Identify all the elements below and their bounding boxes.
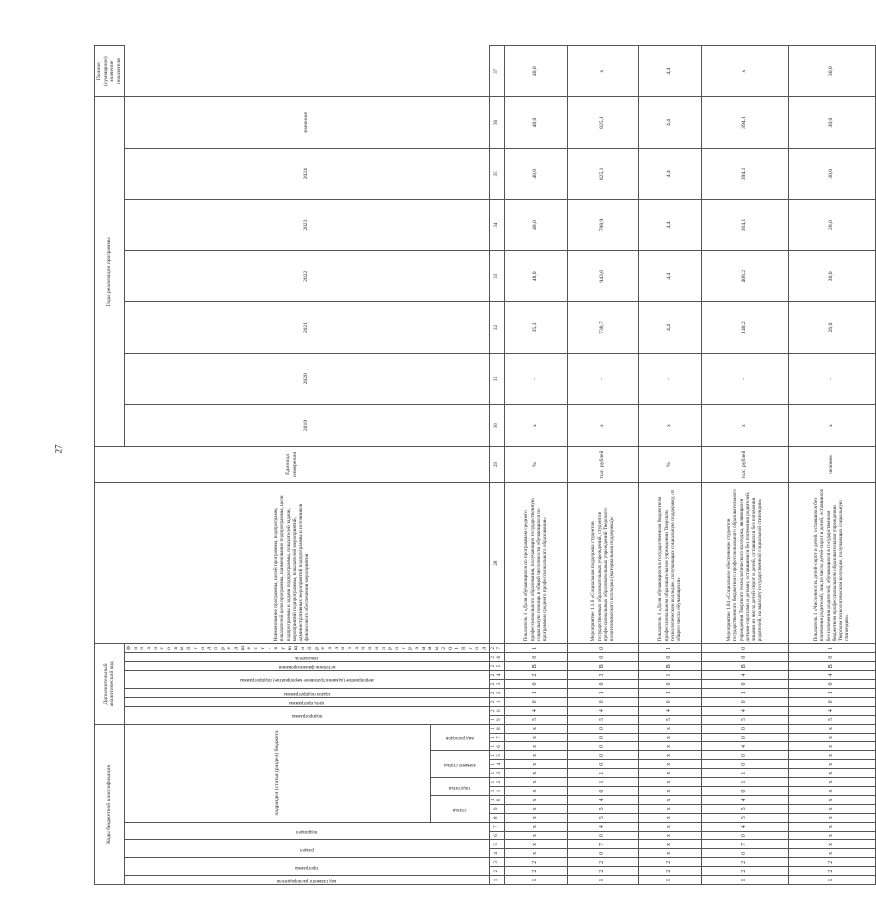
row-name: Показатель 1 «Численность детей-сирот и детей, оставшихся без попечения родителей, лиц из числа детей-сирот и детей, оставшихся без попечения родителей, обучающихся в государственном бюджетном профессиональном образовательном учреждении Тверском технологическом колледже, получающих социальную стипендию»	[788, 482, 875, 644]
code-cell: 0	[788, 697, 875, 706]
code-cell: 1	[638, 644, 701, 653]
code-cell: 1	[567, 688, 638, 697]
code-cell: x	[788, 778, 875, 787]
code-cell: 1	[638, 688, 701, 697]
code-cell: 0	[788, 653, 875, 662]
column-number: 28	[489, 482, 504, 644]
row-unit: человек	[788, 447, 875, 483]
code-cell: x	[638, 724, 701, 733]
code-cell: x	[788, 849, 875, 858]
row-unit: %	[638, 447, 701, 483]
code-cell: В	[567, 662, 638, 671]
code-cell: 4	[701, 795, 788, 804]
header-vert-10	[430, 795, 489, 822]
column-number: 5	[489, 840, 504, 849]
row-value: 788,9	[567, 199, 638, 250]
column-number: 27	[489, 644, 504, 653]
code-cell: 4	[567, 822, 638, 831]
code-cell: 7	[701, 840, 788, 849]
code-cell: 7	[567, 840, 638, 849]
code-cell: 4	[701, 671, 788, 680]
header-vert-2-label: раздел	[299, 846, 314, 852]
header-vert-5-label: цель программы	[289, 699, 325, 705]
header-vert-7	[124, 671, 489, 689]
table-row	[504, 46, 567, 885]
row-name: Мероприятие 1.1.б «Социальная поддержка студентов государственных образовательных учреждений, студентов профессиональных образовательных учреждений Тверского политехнического колледжа (материальная поддержка)»	[567, 482, 638, 644]
code-cell: 0	[567, 679, 638, 688]
row-value: -	[701, 353, 788, 404]
code-cell: 0	[504, 697, 567, 706]
program-table-sheet	[94, 45, 851, 885]
table-row	[638, 46, 701, 885]
code-cell: 5	[788, 715, 875, 724]
code-cell: 0	[567, 760, 638, 769]
row-value: 164,1	[701, 199, 788, 250]
code-cell: 3	[567, 671, 638, 680]
header-vert-9-label: показатель	[295, 655, 319, 661]
column-number: 24	[489, 671, 504, 680]
code-cell: 4	[788, 671, 875, 680]
code-cell: 5	[701, 715, 788, 724]
row-value: 48,0	[504, 97, 567, 148]
column-number: 19	[489, 715, 504, 724]
column-number: 1	[489, 876, 504, 885]
column-number: 6	[489, 831, 504, 840]
header-vert-12	[430, 751, 489, 778]
column-number: 23	[489, 679, 504, 688]
code-cell: 2	[701, 867, 788, 876]
code-cell: 2	[638, 858, 701, 867]
code-cell: x	[788, 724, 875, 733]
code-cell: 0	[567, 742, 638, 751]
code-cell: 0	[701, 733, 788, 742]
code-cell: 2	[504, 858, 567, 867]
row-unit: %	[504, 447, 567, 483]
code-cell: 1	[701, 876, 788, 885]
header-budget-group: подраздел (статья (раздел) бюджета	[124, 724, 430, 822]
header-years-group: Годы реализации программы	[95, 97, 125, 447]
row-value: -	[504, 353, 567, 404]
row-unit: тыс. рублей	[567, 447, 638, 483]
code-cell: 1	[567, 778, 638, 787]
row-value: 48,0	[504, 199, 567, 250]
code-cell: 1	[701, 688, 788, 697]
row-value: 394,1	[701, 148, 788, 199]
code-cell: 0	[701, 751, 788, 760]
row-value: 4,4	[638, 97, 701, 148]
column-number: 18	[489, 724, 504, 733]
code-cell: 4	[788, 706, 875, 715]
row-value: 48,0	[504, 148, 567, 199]
code-cell: x	[788, 751, 875, 760]
code-cell: x	[504, 751, 567, 760]
column-number: 21	[489, 697, 504, 706]
code-cell: 5	[504, 715, 567, 724]
header-total: Полное (суммарное) значение показателя	[95, 46, 125, 97]
column-number: 31	[489, 353, 504, 404]
code-cell: В	[638, 662, 701, 671]
header-vert-13-label: вид расходов	[445, 735, 474, 741]
row-value: 825,1	[567, 148, 638, 199]
code-cell: 0	[638, 679, 701, 688]
header-program-name: Наименование программы, целей программы, подпрограмм, показателей цели программы, наименование подпрограммы, цели подпрограммы и задачи подпрограммы, показателей задачи, мероприятий подпрограммы, показателей мероприятий, административных мероприятий подпрограммы и источников финансового обеспечения мероприятия	[95, 482, 490, 644]
code-cell: x	[638, 831, 701, 840]
column-number: 8	[489, 813, 504, 822]
code-cell: 0	[788, 679, 875, 688]
column-number: 7	[489, 822, 504, 831]
code-cell: 0	[567, 787, 638, 796]
column-number: 20	[489, 706, 504, 715]
header-vert-6	[124, 688, 489, 697]
code-cell: x	[504, 804, 567, 813]
code-cell: 2	[567, 867, 638, 876]
code-cell: 4	[567, 706, 638, 715]
header-vert-5	[124, 697, 489, 706]
header-row-1	[95, 46, 125, 885]
column-number: 22	[489, 688, 504, 697]
row-value: 4,4	[638, 302, 701, 353]
code-cell: x	[504, 760, 567, 769]
code-cell: 4	[701, 822, 788, 831]
code-cell: 5	[567, 804, 638, 813]
code-cell: 0	[701, 849, 788, 858]
row-name: Показатель 1 «Доля обучающихся в государственном бюджетном профессиональном образовательном учреждении Тверском технологическом колледже, получающих социальную поддержку, от общего числа обучающихся»	[638, 482, 701, 644]
code-cell: 0	[701, 644, 788, 653]
code-cell: 0	[567, 724, 638, 733]
row-total: x	[567, 46, 638, 97]
code-cell: x	[638, 787, 701, 796]
code-cell: 1	[788, 688, 875, 697]
code-cell: x	[788, 760, 875, 769]
code-cell: 1	[504, 876, 567, 885]
row-total: 48,0	[504, 46, 567, 97]
code-cell: 5	[567, 715, 638, 724]
column-number: 35	[489, 148, 504, 199]
header-unit: Единица измерения	[95, 447, 490, 483]
code-cell: 0	[567, 831, 638, 840]
code-cell: x	[504, 822, 567, 831]
code-cell: 1	[567, 876, 638, 885]
code-cell: x	[638, 751, 701, 760]
code-cell: x	[504, 724, 567, 733]
row-name: Мероприятие 1.04 «Социальное обеспечение студентов государственного бюджетного профессионального образовательного учреждения Тверского технологического колледжа, являющихся детьми-сиротами и детьми, оставшимися без попечения родителей, лицами из числа детей-сирот и детей, оставшихся без попечения родителей, на выплату государственной социальной стипендии»	[701, 482, 788, 644]
column-number: 12	[489, 778, 504, 787]
column-number: 9	[489, 804, 504, 813]
row-value: 4,4	[638, 199, 701, 250]
header-year-2022: 2022	[124, 251, 489, 302]
header-vert-13	[430, 724, 489, 751]
code-cell: x	[504, 813, 567, 822]
code-cell: x	[638, 760, 701, 769]
row-base-year: x	[701, 404, 788, 446]
row-value: 408,2	[701, 251, 788, 302]
header-vert-4	[124, 706, 489, 724]
code-cell: 5	[638, 715, 701, 724]
code-cell: x	[788, 795, 875, 804]
code-cell: 1	[701, 778, 788, 787]
code-cell: 2	[567, 858, 638, 867]
code-cell: 0	[638, 653, 701, 662]
code-cell: 0	[567, 697, 638, 706]
column-number: 37	[489, 46, 504, 97]
header-budget-codes: Коды бюджетной классификации	[95, 724, 125, 884]
code-cell: В	[701, 662, 788, 671]
column-number: 3	[489, 858, 504, 867]
code-cell: x	[504, 831, 567, 840]
code-cell: x	[788, 804, 875, 813]
code-cell: x	[788, 769, 875, 778]
column-number: 14	[489, 760, 504, 769]
code-cell: 0	[567, 751, 638, 760]
column-number: 29	[489, 447, 504, 483]
code-cell: 4	[701, 742, 788, 751]
header-vert-10-label: статья	[453, 806, 467, 812]
code-cell: 4	[638, 706, 701, 715]
header-vert-3-label: подраздел	[296, 829, 318, 835]
code-cell: x	[638, 849, 701, 858]
header-vert-12-label: элемент статьи	[443, 762, 476, 768]
code-cell: x	[638, 840, 701, 849]
code-cell: 1	[638, 671, 701, 680]
header-analytic-code: Дополнительный аналитический код	[95, 644, 125, 724]
header-vert-1	[124, 858, 489, 876]
column-number: 17	[489, 733, 504, 742]
code-cell: x	[504, 733, 567, 742]
row-value: 30,0	[788, 251, 875, 302]
header-vert-6-label: задача подпрограммы	[283, 690, 331, 696]
code-cell: 0	[701, 679, 788, 688]
row-value: 825,1	[567, 97, 638, 148]
code-cell: x	[638, 804, 701, 813]
row-value: -	[638, 353, 701, 404]
code-cell: x	[788, 787, 875, 796]
code-cell: В	[504, 662, 567, 671]
code-cell: 0	[701, 724, 788, 733]
header-vert-1-label: программа	[295, 864, 319, 870]
column-number: 13	[489, 769, 504, 778]
column-number: 15	[489, 751, 504, 760]
code-cell: 2	[638, 867, 701, 876]
code-cell: 1	[504, 644, 567, 653]
code-cell: x	[638, 778, 701, 787]
row-base-year: x	[638, 404, 701, 446]
code-cell: 1	[567, 769, 638, 778]
code-cell: x	[788, 840, 875, 849]
column-number: 32	[489, 302, 504, 353]
header-year-2023: 2023	[124, 199, 489, 250]
header-vert-4-label: подпрограмма	[291, 713, 323, 719]
header-vert-11-label: подстатья	[449, 784, 471, 790]
code-cell: 0	[638, 697, 701, 706]
code-cell: 5	[567, 813, 638, 822]
code-cell: 0	[701, 697, 788, 706]
code-cell: x	[638, 822, 701, 831]
row-value: 30,0	[788, 97, 875, 148]
code-cell: 0	[504, 679, 567, 688]
row-value: 738,7	[567, 302, 638, 353]
table-row	[788, 46, 875, 885]
row-value: 30,0	[788, 148, 875, 199]
row-total: 30,0	[788, 46, 875, 97]
row-value: 48,0	[504, 251, 567, 302]
row-base-year: x	[567, 404, 638, 446]
code-cell: x	[788, 831, 875, 840]
header-vert-8-label: источник финансирования	[278, 664, 336, 670]
program-indicator-table	[94, 45, 876, 885]
header-vert-11	[430, 778, 489, 796]
code-cell: 1	[701, 769, 788, 778]
code-cell: x	[788, 733, 875, 742]
header-year-2019: 2019	[124, 404, 489, 446]
code-cell: 1	[504, 688, 567, 697]
code-cell: 1	[638, 876, 701, 885]
code-cell: x	[788, 822, 875, 831]
code-cell: x	[638, 742, 701, 751]
code-cell: В	[788, 662, 875, 671]
code-cell: x	[638, 769, 701, 778]
column-number: 26	[489, 653, 504, 662]
code-cell: x	[788, 742, 875, 751]
code-cell: 0	[567, 644, 638, 653]
code-cell: 0	[701, 760, 788, 769]
column-number: 33	[489, 251, 504, 302]
code-cell: 1	[788, 644, 875, 653]
code-cell: 2	[788, 867, 875, 876]
page-number: 27	[53, 444, 64, 454]
code-cell: 4	[701, 706, 788, 715]
row-name: Показатель 1 «Доля обучающихся по программам среднего профессионального образования, получающих государственную социальную помощь в общей численности обучающихся по программам среднего профессионального образования»	[504, 482, 567, 644]
row-value: 28,0	[788, 199, 875, 250]
header-total-label: значение	[124, 97, 489, 148]
code-cell: 2	[504, 867, 567, 876]
header-vert-3	[124, 822, 489, 840]
code-cell: x	[788, 813, 875, 822]
row-base-year: x	[788, 404, 875, 446]
header-vert-0	[124, 876, 489, 885]
code-cell: x	[504, 787, 567, 796]
code-cell: x	[504, 849, 567, 858]
table-row	[567, 46, 638, 885]
header-vert-8	[124, 662, 489, 671]
header-vert-2	[124, 840, 489, 858]
row-unit: тыс. рублей	[701, 447, 788, 483]
code-cell: x	[638, 813, 701, 822]
code-cell: 0	[701, 653, 788, 662]
code-cell: 5	[701, 813, 788, 822]
code-cell: 0	[567, 653, 638, 662]
column-number: 30	[489, 404, 504, 446]
row-value: 26,0	[788, 302, 875, 353]
row-total: x	[701, 46, 788, 97]
header-vert-7-label: мероприятие (административное мероприятие) подпрограммы	[239, 677, 374, 683]
row-base-year: x	[504, 404, 567, 446]
row-value: 943,6	[567, 251, 638, 302]
column-number-row	[489, 46, 504, 885]
code-cell: 2	[701, 858, 788, 867]
column-number: 2	[489, 867, 504, 876]
code-cell: 2	[788, 858, 875, 867]
column-number: 36	[489, 97, 504, 148]
row-value: 394,1	[701, 97, 788, 148]
code-cell: 4	[567, 795, 638, 804]
row-value: -	[788, 353, 875, 404]
code-cell: 0	[567, 849, 638, 858]
row-value: 35,3	[504, 302, 567, 353]
header-fin-year: Финансовый год предшест-вующий реализации программы 2018 год	[124, 644, 489, 653]
code-cell: x	[504, 769, 567, 778]
row-value: 4,4	[638, 251, 701, 302]
row-value: 140,2	[701, 302, 788, 353]
code-cell: 0	[504, 653, 567, 662]
column-number: 11	[489, 787, 504, 796]
code-cell: 4	[504, 706, 567, 715]
column-number: 16	[489, 742, 504, 751]
code-cell: x	[504, 742, 567, 751]
column-number: 10	[489, 795, 504, 804]
code-cell: 2	[504, 671, 567, 680]
header-year-2020: 2020	[124, 353, 489, 404]
code-cell: x	[504, 840, 567, 849]
code-cell: 0	[701, 787, 788, 796]
code-cell: x	[504, 795, 567, 804]
code-cell: x	[638, 733, 701, 742]
header-vert-9	[124, 653, 489, 662]
code-cell: 1	[788, 876, 875, 885]
code-cell: 0	[701, 831, 788, 840]
column-number: 4	[489, 849, 504, 858]
column-number: 25	[489, 662, 504, 671]
code-cell: x	[504, 778, 567, 787]
code-cell: x	[638, 795, 701, 804]
row-value: 4,4	[638, 148, 701, 199]
column-number: 34	[489, 199, 504, 250]
header-year-2024: 2024	[124, 148, 489, 199]
row-value: -	[567, 353, 638, 404]
row-total: 4,4	[638, 46, 701, 97]
code-cell: 5	[701, 804, 788, 813]
header-year-2021: 2021	[124, 302, 489, 353]
header-vert-0-label: код главного распорядителя	[277, 878, 337, 884]
code-cell: 0	[567, 733, 638, 742]
table-row	[701, 46, 788, 885]
